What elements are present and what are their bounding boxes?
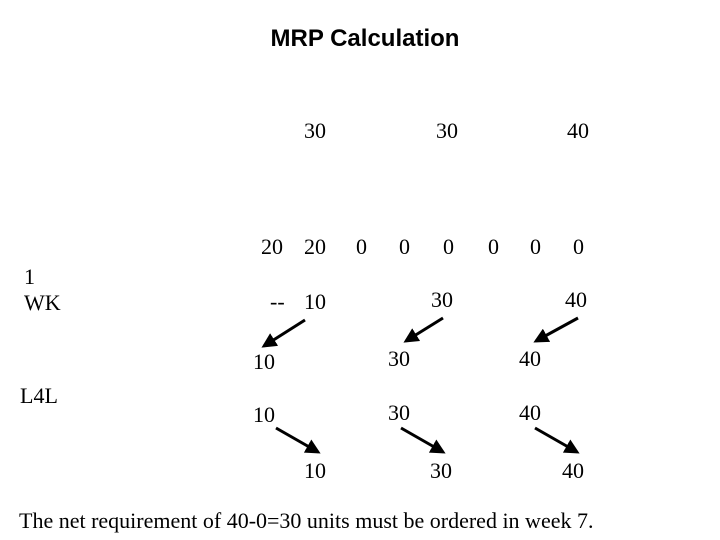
shifted-order-3: 40: [562, 458, 584, 483]
gross-req-week-6: 30: [436, 118, 458, 143]
arrow-order-to-shift-1: [276, 428, 318, 452]
planned-order-3: 40: [519, 400, 541, 425]
planned-order-1: 10: [253, 402, 275, 427]
arrow-net-to-receipt-3: [536, 318, 578, 341]
on-hand-week-6: 0: [488, 234, 499, 259]
gross-req-week-8: 40: [567, 118, 589, 143]
planned-receipt-3: 40: [519, 346, 541, 371]
shifted-order-2: 30: [430, 458, 452, 483]
arrow-net-to-receipt-2: [406, 318, 443, 341]
lot-rule-label: L4L: [20, 383, 58, 408]
net-req-week-8: 40: [565, 287, 587, 312]
arrow-order-to-shift-3: [535, 428, 577, 452]
arrow-order-to-shift-2: [401, 428, 443, 452]
net-req-dash: --: [270, 289, 285, 314]
on-hand-week-2: 20: [304, 234, 326, 259]
on-hand-week-8: 0: [573, 234, 584, 259]
lot-size-label: 1: [24, 264, 35, 289]
planned-receipt-2: 30: [388, 346, 410, 371]
on-hand-week-7: 0: [530, 234, 541, 259]
gross-req-week-3: 30: [304, 118, 326, 143]
on-hand-week-5: 0: [443, 234, 454, 259]
shifted-order-1: 10: [304, 458, 326, 483]
on-hand-week-4: 0: [399, 234, 410, 259]
planned-receipt-1: 10: [253, 349, 275, 374]
footer-note: The net requirement of 40-0=30 units must be ordered in week 7.: [19, 508, 594, 533]
lead-time-label: WK: [24, 290, 61, 315]
on-hand-week-1: 20: [261, 234, 283, 259]
planned-order-2: 30: [388, 400, 410, 425]
net-req-week-6: 30: [431, 287, 453, 312]
arrow-net-to-receipt-1: [264, 320, 305, 346]
page-title: MRP Calculation: [270, 25, 460, 52]
net-req-week-3: 10: [304, 289, 326, 314]
on-hand-week-3: 0: [356, 234, 367, 259]
